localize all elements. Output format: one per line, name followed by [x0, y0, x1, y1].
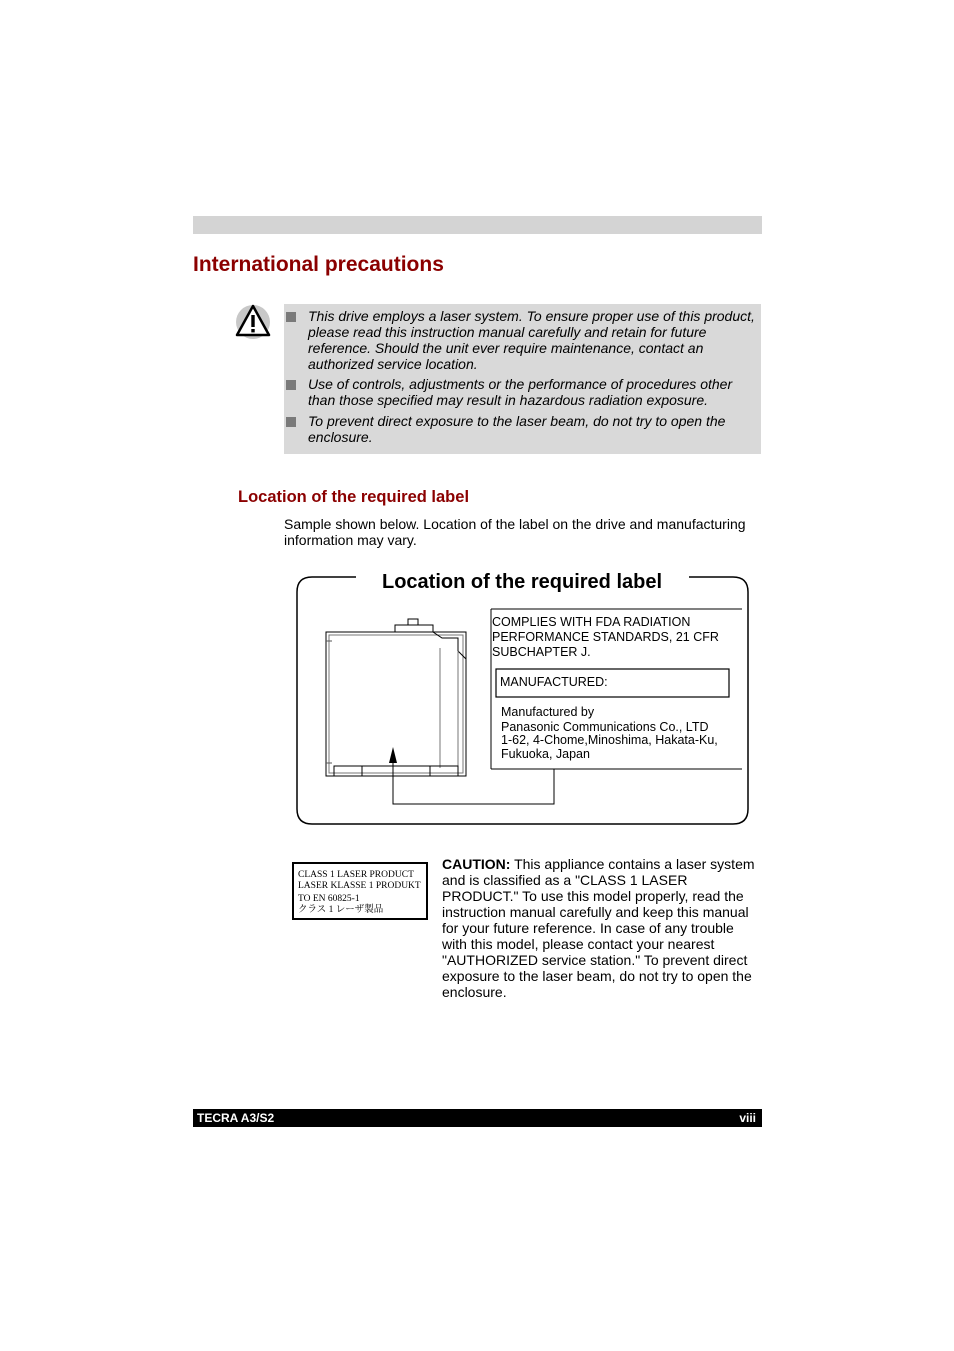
class-label-line: LASER KLASSE 1 PRODUKT — [298, 881, 421, 891]
drive-outline — [326, 619, 466, 776]
footer-bar — [193, 1109, 762, 1127]
header-bar — [193, 216, 762, 234]
maker-line: 1-62, 4-Chome,Minoshima, Hakata-Ku, — [501, 733, 718, 747]
class-label-line: CLASS 1 LASER PRODUCT — [298, 870, 414, 880]
square-bullet-icon — [286, 312, 296, 322]
class-1-laser-label — [292, 862, 428, 920]
square-bullet-icon — [286, 380, 296, 390]
page-title: International precautions — [193, 253, 444, 276]
caution-text: This appliance contains a laser system and is classified as a "CLASS 1 LASER PRODUCT." To use this model properly, read the instruction manual carefully and keep this manual for your future reference. In case of any trouble with this model, please contact your nearest "AUTHORIZED service station." To prevent direct exposure to the laser beam, do not try to open the enclosure. — [442, 856, 755, 1000]
compliance-line: COMPLIES WITH FDA RADIATION — [492, 615, 691, 629]
footer-model: TECRA A3/S2 — [197, 1111, 275, 1125]
warning-box — [284, 304, 761, 454]
caution-paragraph — [442, 856, 758, 1000]
class-label-line: TO EN 60825-1 — [298, 894, 360, 904]
section-heading: Location of the required label — [238, 488, 470, 506]
maker-line: Panasonic Communications Co., LTD — [501, 720, 709, 734]
figure-title: Location of the required label — [381, 571, 663, 593]
compliance-line: PERFORMANCE STANDARDS, 21 CFR — [492, 630, 719, 644]
label-location-diagram — [290, 563, 756, 835]
maker-line: Fukuoka, Japan — [501, 747, 590, 761]
warning-triangle-icon — [234, 302, 272, 340]
class-label-line: クラス 1 レーザ製品 — [298, 905, 384, 915]
warning-text: This drive employs a laser system. To ensure proper use of this product, please read this instruction manual carefully and retain for future reference. Should the unit ever require maintenance, contact an authorized service location. — [308, 308, 755, 372]
section-intro: Sample shown below. Location of the label on the drive and manufacturing information may vary. — [284, 516, 746, 548]
compliance-line: SUBCHAPTER J. — [492, 645, 591, 659]
label-location-figure — [290, 563, 756, 835]
page-number: viii — [739, 1111, 756, 1125]
caution-label: CAUTION: — [442, 856, 511, 872]
manufactured-label: MANUFACTURED: — [500, 675, 608, 689]
warning-text: Use of controls, adjustments or the performance of procedures other than those specified may result in hazardous radiation exposure. — [308, 376, 733, 408]
arrow-head-icon — [389, 747, 397, 763]
maker-line: Manufactured by — [501, 705, 595, 719]
warning-text: To prevent direct exposure to the laser beam, do not try to open the enclosure. — [308, 413, 726, 445]
square-bullet-icon — [286, 417, 296, 427]
